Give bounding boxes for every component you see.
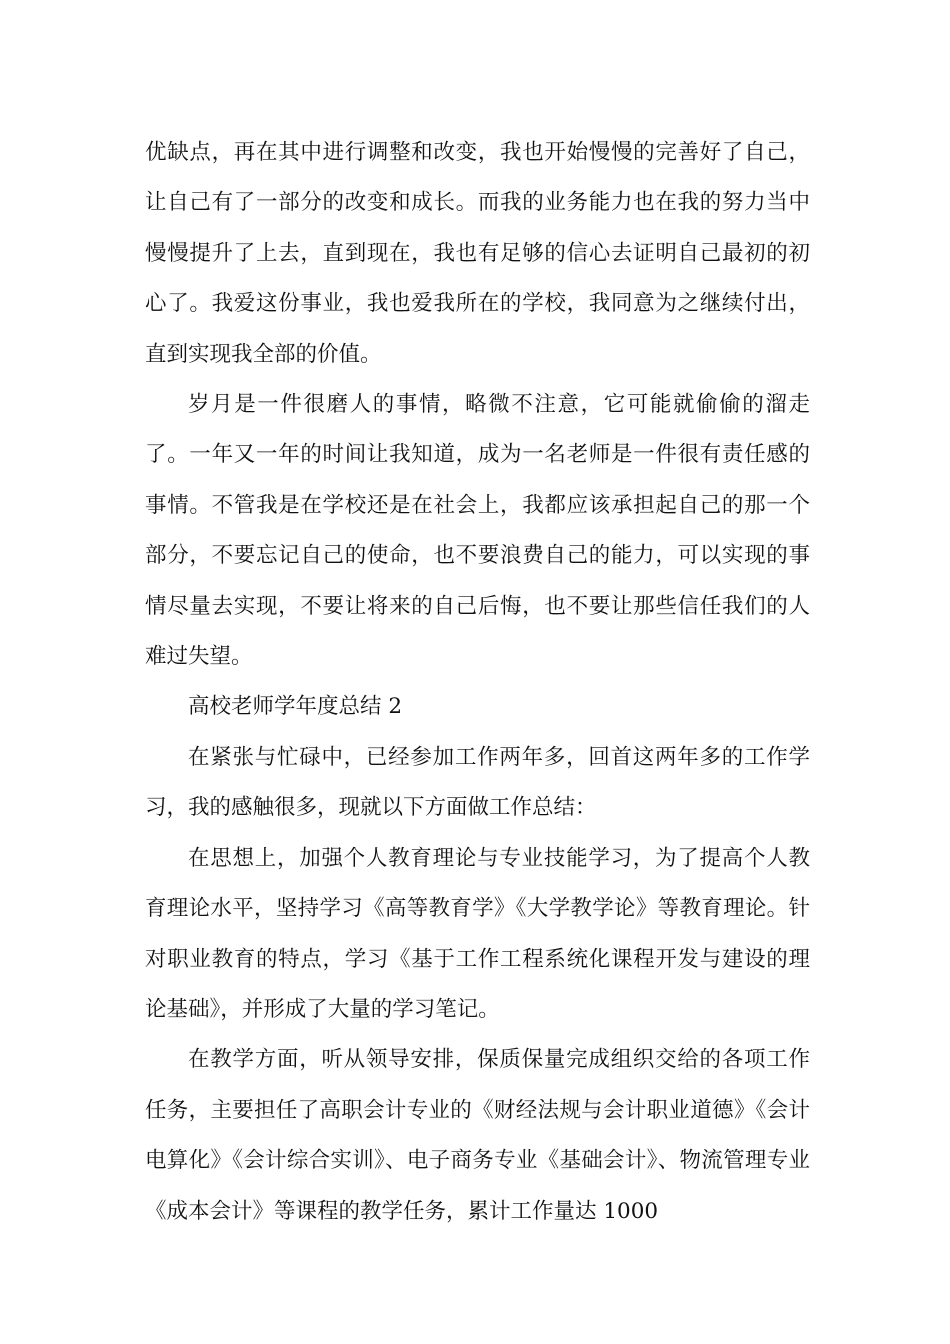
paragraph-years: 岁月是一件很磨人的事情，略微不注意，它可能就偷偷的溜走了。一年又一年的时间让我知道，成为一名老师是一件很有责任感的事情。不管我是在学校还是在社会上，我都应该承担起自己的那一个部分，不要忘记自己的使命，也不要浪费自己的能力，可以实现的事情尽量去实现，不要让将来的自己后悔，也不要让那些信任我们的人难过失望。 (145, 392, 810, 670)
paragraph-teaching: 在教学方面，听从领导安排，保质保量完成组织交给的各项工作任务，主要担任了高职会计专业的《财经法规与会计职业道德》《会计电算化》《会计综合实训》、电子商务专业《基础会计》、物流管理专业《成本会计》等课程的教学任务，累计工作量达 1000 (145, 1047, 810, 1224)
document-body (145, 128, 810, 1237)
section-heading: 高校老师学年度总结 2 (188, 694, 403, 720)
paragraph-thought: 在思想上，加强个人教育理论与专业技能学习，为了提高个人教育理论水平，坚持学习《高等教育学》《大学教学论》等教育理论。针对职业教育的特点，学习《基于工作工程系统化课程开发与建设的理论基础》，并形成了大量的学习笔记。 (145, 845, 810, 1022)
paragraph-continuation: 优缺点，再在其中进行调整和改变，我也开始慢慢的完善好了自己，让自己有了一部分的改变和成长。而我的业务能力也在我的努力当中慢慢提升了上去，直到现在，我也有足够的信心去证明自己最初的初心了。我爱这份事业，我也爱我所在的学校，我同意为之继续付出，直到实现我全部的价值。 (145, 140, 810, 367)
paragraph-intro: 在紧张与忙碌中，已经参加工作两年多，回首这两年多的工作学习，我的感触很多，现就以下方面做工作总结： (145, 744, 810, 821)
